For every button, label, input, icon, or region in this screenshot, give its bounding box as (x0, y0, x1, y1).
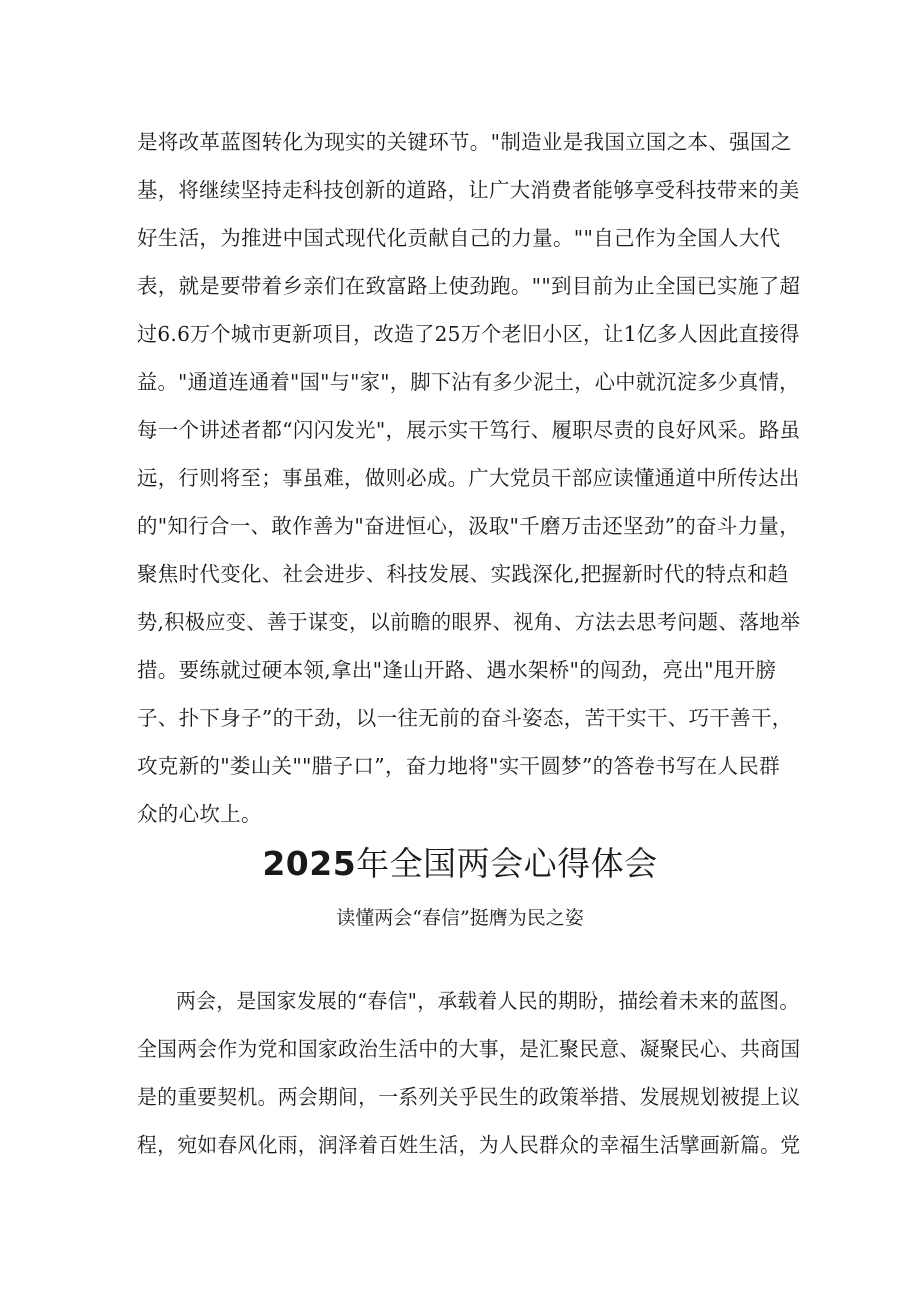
text-line: 好生活，为推进中国式现代化贡献自己的力量。""自己作为全国人大代 (137, 226, 781, 250)
text-line: 基，将继续坚持走科技创新的道路，让广大消费者能够享受科技带来的美 (137, 178, 800, 202)
text-line: 远，行则将至；事虽难，做则必成。广大党员干部应读懂通道中所传达出 (137, 466, 800, 490)
title-text: 年全国两会心得体会 (356, 844, 658, 883)
title-year: 2025 (262, 844, 357, 883)
page-title (0, 842, 920, 886)
text-line: 益。"通道连通着"国"与"家"，脚下沾有多少泥土，心中就沉淀多少真情， (137, 370, 800, 394)
text-line: 两会，是国家发展的“春信"，承载着人民的期盼，描绘着未来的蓝图。 (176, 989, 800, 1013)
text-line: 是的重要契机。两会期间，一系列关乎民生的政策举措、发展规划被提上议 (137, 1085, 801, 1109)
text-line: 聚焦时代变化、社会进步、科技发展、实践深化,把握新时代的特点和趋 (137, 562, 789, 586)
text-line: 每一个讲述者都“闪闪发光"，展示实干笃行、履职尽责的良好风采。路虽 (137, 418, 801, 442)
text-line: 子、扑下身子”的干劲，以一往无前的奋斗姿态，苦干实干、巧干善干， (137, 706, 793, 730)
text-line: 势,积极应变、善于谋变，以前瞻的眼界、视角、方法去思考问题、落地举 (137, 610, 801, 634)
text-line: 全国两会作为党和国家政治生活中的大事，是汇聚民意、凝聚民心、共商国 (137, 1037, 801, 1061)
text-line: 攻克新的"娄山关""腊子口”，奋力地将"实干圆梦”的答卷书写在人民群 (137, 754, 780, 778)
text-line: 的"知行合一、敢作善为"奋进恒心，汲取"千磨万击还坚劲”的奋斗力量， (137, 514, 800, 538)
text-line: 表，就是要带着乡亲们在致富路上使劲跑。""到目前为止全国已实施了超 (137, 274, 801, 298)
text-line: 是将改革蓝图转化为现实的关键环节。"制造业是我国立国之本、强国之 (137, 130, 792, 154)
text-line: 过6.6万个城市更新项目，改造了25万个老旧小区，让1亿多人因此直接得 (137, 322, 800, 346)
text-line: 措。要练就过硬本领,拿出"逢山开路、遇水架桥"的闯劲，亮出"甩开膀 (137, 658, 777, 682)
text-line: 程，宛如春风化雨，润泽着百姓生活，为人民群众的幸福生活擘画新篇。党 (137, 1133, 801, 1157)
page-subtitle: 读懂两会“春信”挺膺为民之姿 (336, 907, 584, 929)
text-line: 众的心坎上。 (137, 802, 262, 826)
